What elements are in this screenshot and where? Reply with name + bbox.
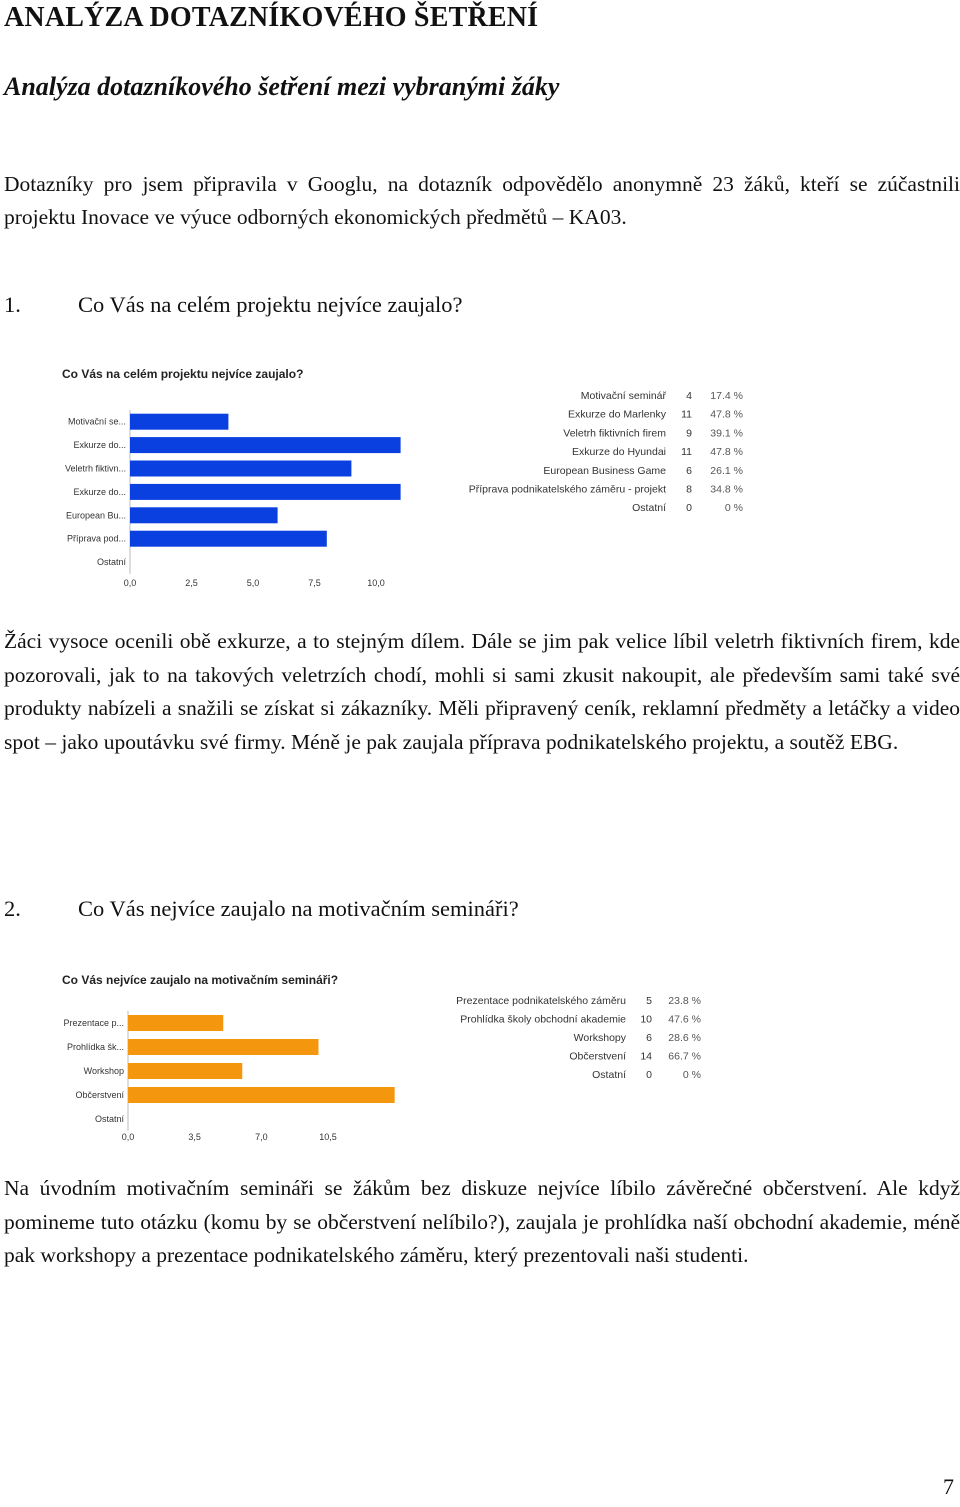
chart-title: Co Vás na celém projektu nejvíce zaujalo?	[62, 367, 304, 381]
legend-label: Veletrh fiktivních firem	[563, 427, 666, 440]
legend-percent: 0 %	[724, 502, 743, 515]
bar	[130, 461, 351, 477]
category-label: Prezentace p...	[63, 1018, 124, 1028]
category-label: Exkurze do...	[73, 440, 126, 451]
bar	[130, 531, 327, 547]
category-label: Občerstvení	[75, 1090, 124, 1100]
legend-count: 0	[646, 1069, 652, 1081]
x-tick-label: 10,0	[367, 578, 385, 588]
x-tick-label: 10,5	[319, 1132, 337, 1142]
legend-label: Prohlídka školy obchodní akademie	[460, 1013, 626, 1026]
chart-project-interest	[56, 362, 760, 592]
legend-label: Občerstvení	[569, 1050, 626, 1063]
category-label: Workshop	[83, 1066, 124, 1076]
legend-percent: 0 %	[682, 1069, 701, 1081]
page-subheading: Analýza dotazníkového šetření mezi vybranými žáky	[4, 72, 560, 101]
legend-count: 5	[646, 995, 652, 1007]
chart-seminar-interest	[56, 968, 760, 1148]
bar	[128, 1015, 223, 1031]
analysis-paragraph-1: Žáci vysoce ocenili obě exkurze, a to stejným dílem. Dále se jim pak velice líbil veletrh fiktivních firem, kde pozorovali, jak to na takových veletrzích chodí, mohli si sami zkusit nakoupit, ale především sami také své produkty nabízeli a snažili se získat si zákazníky. Měli připravený ceník, reklamní předměty a letáčky a video spot – jako upoutávku své firmy. Méně je pak zaujala příprava podnikatelského projektu, a soutěž EBG.	[4, 629, 960, 754]
legend-label: Motivační seminář	[580, 390, 666, 402]
bar	[130, 507, 278, 523]
legend-label: Workshopy	[573, 1032, 626, 1044]
bar	[130, 414, 228, 430]
category-label: Ostatní	[94, 1114, 124, 1124]
x-tick-label: 3,5	[188, 1132, 201, 1142]
legend-count: 4	[686, 390, 692, 402]
legend-percent: 28.6 %	[668, 1032, 701, 1044]
legend-count: 9	[686, 427, 692, 440]
analysis-paragraph-2: Na úvodním motivačním semináři se žákům bez diskuze nejvíce líbilo závěrečné občerstvení. Ale když pomineme tuto otázku (komu by se občerstvení nelíbilo?), zaujala je prohlídka naší obchodní akademie, méně pak workshopy a prezentace podnikatelského záměru, který prezentovali naši studenti.	[4, 1176, 960, 1268]
legend-count: 0	[686, 502, 692, 515]
question-2-number: 2.	[4, 896, 21, 921]
category-label: Prohlídka šk...	[66, 1042, 124, 1052]
legend-label: European Business Game	[543, 464, 666, 477]
legend-count: 8	[686, 483, 692, 496]
legend-label: Ostatní	[592, 1069, 626, 1081]
page-heading: ANALÝZA DOTAZNÍKOVÉHO ŠETŘENÍ	[4, 2, 539, 33]
question-1-text: Co Vás na celém projektu nejvíce zaujalo?	[78, 292, 463, 317]
question-2-heading	[4, 896, 519, 922]
legend-label: Příprava podnikatelského záměru - projekt	[468, 483, 666, 496]
legend-percent: 47.8 %	[710, 446, 743, 459]
bar	[128, 1039, 318, 1055]
x-tick-label: 0,0	[121, 1132, 135, 1142]
category-label: Exkurze do...	[73, 486, 126, 497]
bar	[130, 484, 401, 500]
legend-label: Exkurze do Marlenky	[567, 408, 666, 421]
chart-title: Co Vás nejvíce zaujalo na motivačním semináři?	[62, 973, 339, 987]
bar	[128, 1063, 242, 1079]
x-tick-label: 7,5	[308, 578, 321, 588]
bar	[128, 1087, 395, 1103]
legend-percent: 26.1 %	[710, 464, 743, 477]
x-tick-label: 2,5	[185, 578, 198, 588]
legend-count: 11	[681, 446, 692, 459]
x-tick-label: 7,0	[255, 1132, 268, 1142]
question-1-number: 1.	[4, 292, 21, 317]
page-number: 7	[943, 1474, 954, 1499]
question-2-text: Co Vás nejvíce zaujalo na motivačním semináři?	[78, 896, 519, 921]
x-tick-label: 5,0	[246, 578, 260, 588]
intro-paragraph: Dotazníky pro jsem připravila v Googlu, na dotazník odpovědělo anonymně 23 žáků, kteří se zúčastnili projektu Inovace ve výuce odborných ekonomických předmětů – KA03.	[4, 172, 960, 229]
legend-count: 6	[646, 1032, 652, 1044]
legend-percent: 17.4 %	[710, 390, 743, 402]
legend-percent: 47.6 %	[668, 1013, 701, 1026]
legend-label: Ostatní	[632, 502, 666, 515]
category-label: Příprava pod...	[66, 533, 126, 544]
legend-percent: 66.7 %	[668, 1050, 701, 1063]
legend-label: Prezentace podnikatelského záměru	[456, 995, 626, 1007]
legend-count: 11	[681, 408, 692, 421]
category-label: Motivační se...	[67, 416, 126, 427]
legend-label: Exkurze do Hyundai	[572, 446, 666, 459]
question-1-heading	[4, 292, 462, 318]
legend-percent: 23.8 %	[668, 995, 701, 1007]
legend-percent: 47.8 %	[710, 408, 743, 421]
category-label: Ostatní	[96, 557, 126, 568]
bar	[130, 437, 401, 453]
category-label: European Bu...	[65, 510, 126, 521]
legend-percent: 34.8 %	[710, 483, 743, 496]
category-label: Veletrh fiktivn...	[64, 463, 126, 474]
legend-percent: 39.1 %	[710, 427, 743, 440]
legend-count: 6	[686, 464, 692, 477]
x-tick-label: 0,0	[123, 578, 137, 588]
legend-count: 14	[640, 1050, 652, 1063]
legend-count: 10	[640, 1013, 652, 1026]
